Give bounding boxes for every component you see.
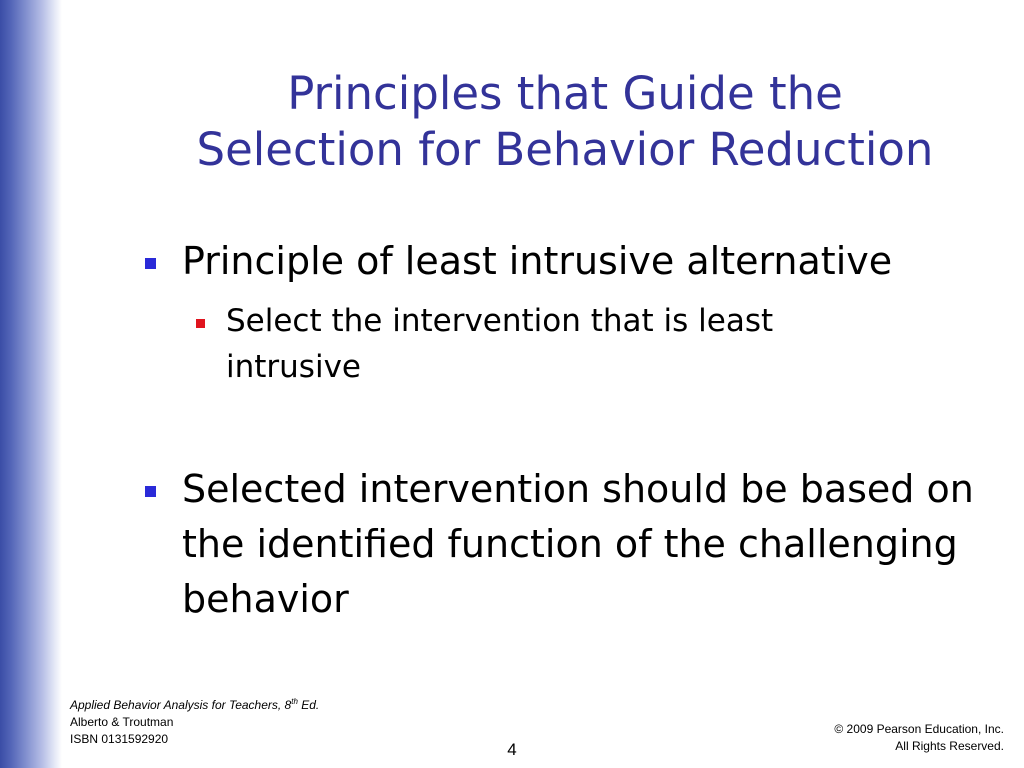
slide-title-line-2: Selection for Behavior Reduction bbox=[196, 123, 934, 176]
side-gradient-stripe bbox=[0, 0, 62, 768]
square-bullet-icon bbox=[145, 258, 156, 269]
square-bullet-icon bbox=[196, 319, 205, 328]
book-title-text: Applied Behavior Analysis for Teachers, 8 bbox=[70, 698, 292, 712]
sub-bullet-text-1: Select the intervention that is least intrusive bbox=[226, 303, 774, 385]
footer-book-title bbox=[70, 697, 319, 714]
slide-title bbox=[110, 66, 1020, 178]
bullet-item-1 bbox=[145, 234, 892, 289]
footer-citation bbox=[70, 697, 319, 748]
bullet-text-1: Principle of least intrusive alternative bbox=[182, 239, 893, 283]
square-bullet-icon bbox=[145, 486, 156, 497]
edition-superscript: th bbox=[291, 697, 298, 706]
sub-bullet-item-1 bbox=[196, 298, 896, 390]
rights-line: All Rights Reserved. bbox=[895, 739, 1004, 753]
footer-copyright bbox=[834, 721, 1004, 755]
bullet-text-2: Selected intervention should be based on the identified function of the challenging behavior bbox=[182, 467, 974, 621]
bullet-item-2 bbox=[145, 462, 975, 627]
footer-isbn: ISBN 0131592920 bbox=[70, 732, 169, 746]
slide-title-line-1: Principles that Guide the bbox=[287, 67, 843, 120]
edition-suffix: Ed. bbox=[297, 698, 320, 712]
footer-authors: Alberto & Troutman bbox=[70, 715, 174, 729]
copyright-line: © 2009 Pearson Education, Inc. bbox=[834, 722, 1004, 736]
page-number: 4 bbox=[507, 740, 517, 759]
